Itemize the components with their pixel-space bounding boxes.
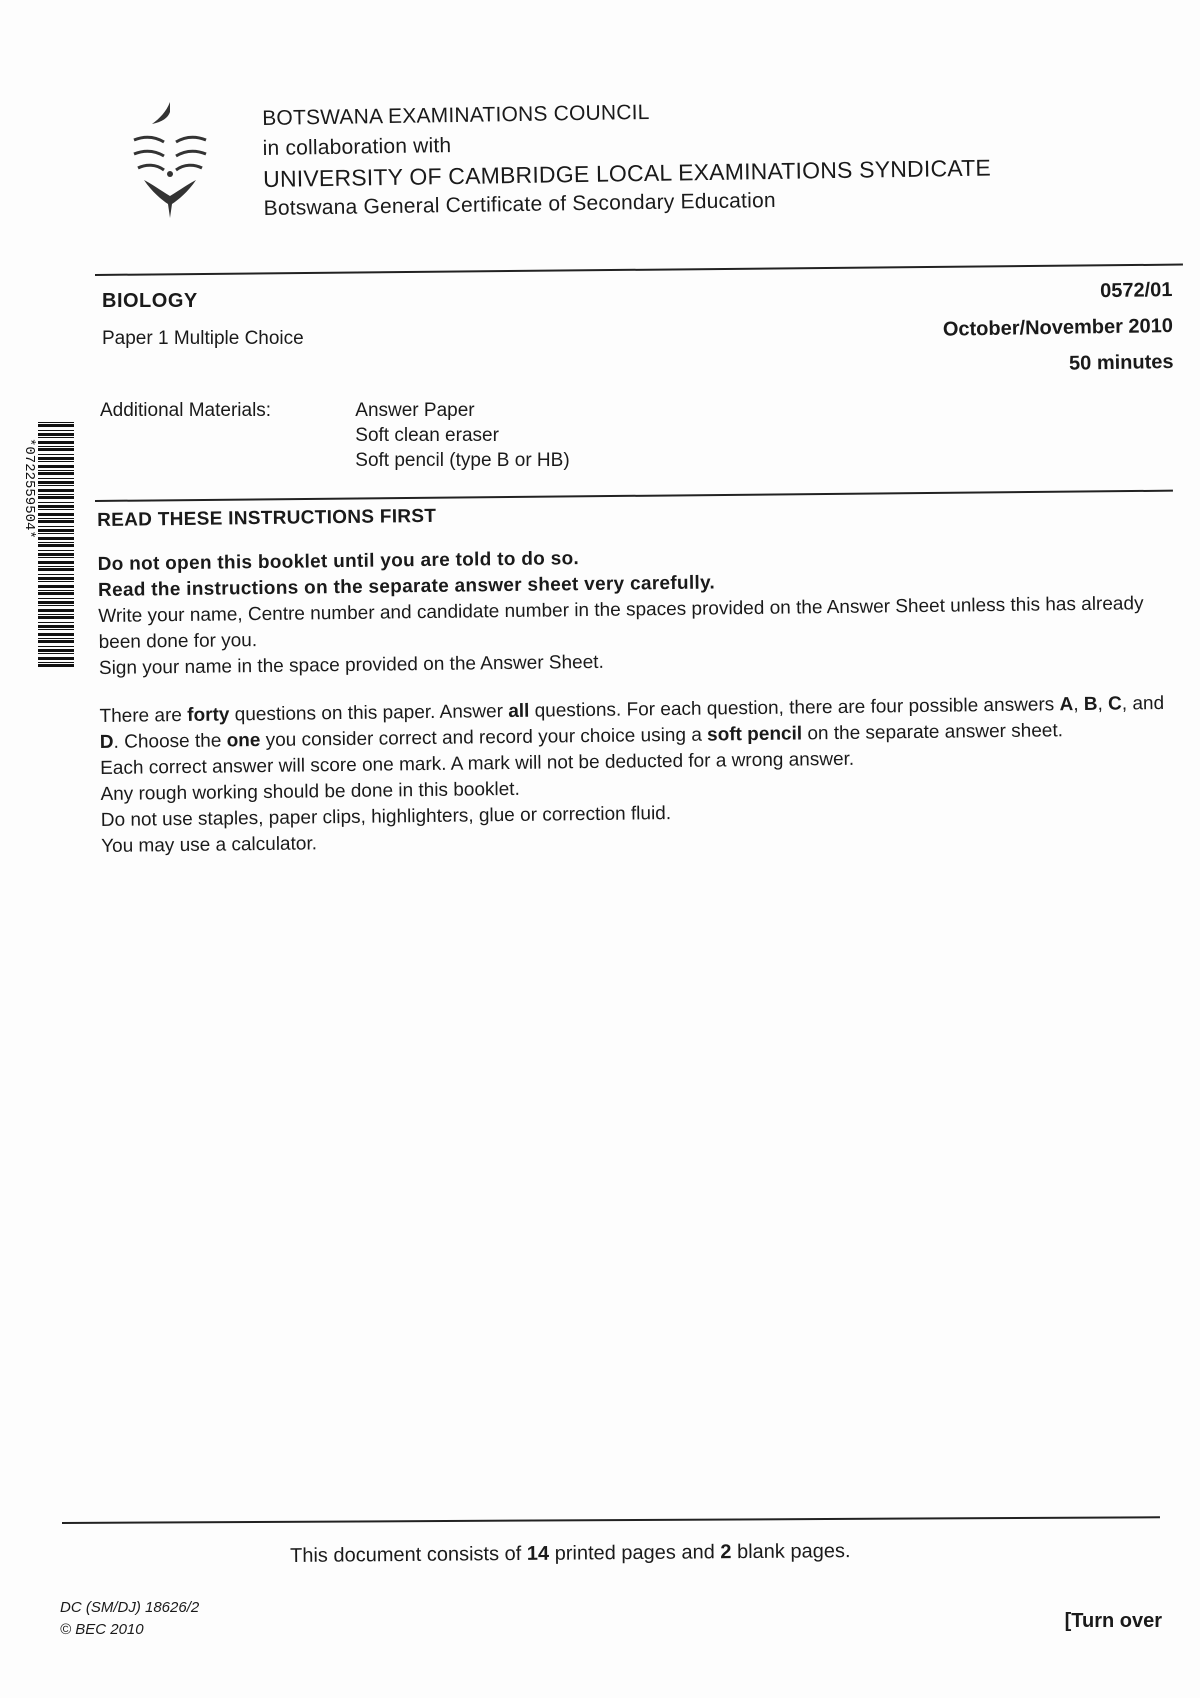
option-b: B — [1083, 693, 1098, 715]
text-fragment: you consider correct and record your choice using a — [260, 724, 708, 752]
barcode-bar — [38, 598, 74, 599]
exam-code-block — [942, 272, 1174, 384]
blank-pages-count: 2 — [720, 1541, 732, 1564]
instruction-line: Write your name, Centre number and candidate number in the spaces provided on the Answer Sheet unless this has already been done for you. — [98, 593, 1144, 653]
barcode-bar — [38, 502, 74, 503]
exam-session: October/November 2010 — [942, 314, 1174, 341]
text-fragment: printed pages and — [549, 1541, 721, 1565]
instruction-line: Do not use staples, paper clips, highlighters, glue or correction fluid. — [100, 803, 672, 831]
materials-label: Additional Materials: — [100, 400, 272, 421]
council-name: BOTSWANA EXAMINATIONS COUNCIL — [262, 100, 650, 130]
turn-over-label: [Turn over — [1064, 1610, 1162, 1632]
barcode-bar — [38, 629, 74, 630]
instruction-line: Read the instructions on the separate answer sheet very carefully. — [97, 572, 716, 601]
reference-code: DC (SM/DJ) 18626/2 — [60, 1599, 200, 1616]
barcode-bar — [38, 653, 74, 654]
emphasis-all: all — [508, 700, 530, 722]
text-fragment: , and — [1121, 692, 1165, 715]
barcode-bar — [38, 454, 74, 455]
barcode-bar — [38, 520, 74, 523]
barcode-bar — [38, 433, 74, 436]
barcode-bar — [38, 465, 74, 468]
instructions-section — [97, 495, 1181, 860]
barcode-bar — [38, 616, 74, 619]
material-item: Soft clean eraser — [355, 425, 499, 446]
barcode-bar — [38, 461, 74, 462]
subject-title: BIOLOGY — [102, 290, 198, 312]
exam-header — [262, 93, 992, 224]
barcode-bar — [38, 605, 74, 606]
instructions-heading: READ THESE INSTRUCTIONS FIRST — [97, 505, 437, 531]
syllabus-code: 0572/01 — [1099, 278, 1173, 303]
text-fragment: blank pages. — [731, 1540, 851, 1564]
barcode-bar — [38, 622, 74, 623]
barcode-bar — [38, 646, 74, 647]
barcode-bar — [38, 568, 74, 571]
barcode-bar — [38, 664, 74, 667]
text-fragment: , — [1097, 693, 1109, 715]
barcode-bar — [38, 472, 74, 475]
barcode-bar — [38, 640, 74, 643]
barcode-bar — [38, 430, 74, 431]
barcode-bar — [38, 485, 74, 486]
barcode-bar — [38, 577, 74, 580]
barcode-bar — [38, 441, 74, 444]
bec-logo-icon — [130, 100, 210, 220]
barcode-bar — [38, 592, 74, 595]
collaboration-text: in collaboration with — [262, 134, 452, 160]
barcode-bar — [38, 513, 74, 516]
barcode-bar — [38, 574, 74, 575]
barcode-bar — [38, 625, 74, 628]
barcode-bar — [38, 590, 74, 591]
page-count-note — [290, 1540, 851, 1568]
copyright: © BEC 2010 — [60, 1621, 144, 1638]
emphasis-forty: forty — [187, 704, 230, 726]
barcode-bar — [38, 457, 74, 460]
barcode-bar — [38, 446, 74, 447]
barcode-icon — [18, 418, 76, 673]
material-item: Answer Paper — [355, 400, 475, 421]
paper-title: Paper 1 Multiple Choice — [102, 328, 304, 349]
text-fragment: questions. For each question, there are four possible answers — [529, 694, 1060, 722]
barcode-bar — [38, 542, 74, 543]
barcode-bar — [38, 553, 74, 556]
barcode-bar — [38, 561, 74, 564]
barcode-bar — [38, 518, 74, 519]
barcode-bar — [38, 581, 74, 582]
barcode-bar — [38, 489, 74, 492]
syndicate-name: UNIVERSITY OF CAMBRIDGE LOCAL EXAMINATIONS SYNDICATE — [262, 154, 992, 192]
barcode-bar — [38, 481, 74, 484]
barcode-bar — [38, 478, 74, 479]
materials-list — [355, 398, 569, 473]
footer-divider — [62, 1516, 1160, 1524]
barcode-bar — [38, 537, 74, 540]
instruction-line: Do not open this booklet until you are told to do so. — [97, 548, 580, 575]
barcode-bar — [38, 424, 74, 427]
barcode-bar — [38, 448, 74, 451]
barcode-bar — [38, 526, 74, 527]
printed-pages-count: 14 — [526, 1542, 550, 1565]
option-c: C — [1107, 693, 1122, 715]
barcode-bar — [38, 509, 74, 510]
barcode-bar — [38, 496, 74, 499]
instruction-line: You may use a calculator. — [101, 833, 318, 857]
instruction-line: Any rough working should be done in this booklet. — [100, 778, 520, 805]
barcode-bar — [38, 505, 74, 508]
barcode-bar — [38, 533, 74, 534]
option-d: D — [99, 731, 114, 753]
exam-duration: 50 minutes — [1068, 350, 1174, 375]
barcode-bar — [38, 649, 74, 652]
document-reference — [60, 1597, 199, 1641]
barcode-bar — [38, 614, 74, 615]
additional-materials — [100, 398, 570, 473]
text-fragment: There are — [99, 704, 188, 727]
barcode-bar — [38, 422, 74, 423]
barcode-bar — [38, 633, 74, 636]
text-fragment: This document consists of — [290, 1542, 527, 1567]
barcode-bar — [38, 609, 74, 612]
instruction-line: Each correct answer will score one mark. A mark will not be deducted for a wrong answer. — [100, 748, 855, 779]
barcode-bar — [38, 494, 74, 495]
text-fragment: on the separate answer sheet. — [801, 720, 1064, 745]
barcode-bar — [38, 550, 74, 551]
barcode-bar — [38, 566, 74, 567]
barcode-number: *0722559504* — [21, 438, 37, 539]
barcode-bar — [38, 657, 74, 660]
text-fragment: questions on this paper. Answer — [229, 700, 509, 726]
option-a: A — [1059, 694, 1074, 716]
material-item: Soft pencil (type B or HB) — [355, 450, 570, 471]
barcode-bar — [38, 529, 74, 532]
text-fragment: , — [1073, 693, 1084, 716]
emphasis-one: one — [226, 730, 261, 752]
barcode-bar — [38, 601, 74, 604]
emphasis-soft-pencil: soft pencil — [706, 723, 803, 746]
barcode-bar — [38, 662, 74, 663]
barcode-bar — [38, 437, 74, 438]
barcode-bar — [38, 470, 74, 471]
certificate-name: Botswana General Certificate of Secondary Education — [263, 188, 776, 220]
text-fragment: . Choose the — [113, 730, 227, 753]
barcode-bar — [38, 544, 74, 547]
barcode-bar — [38, 557, 74, 558]
instruction-line: Sign your name in the space provided on the Answer Sheet. — [98, 651, 604, 679]
barcode-bar — [38, 638, 74, 639]
barcode-bar — [38, 585, 74, 588]
